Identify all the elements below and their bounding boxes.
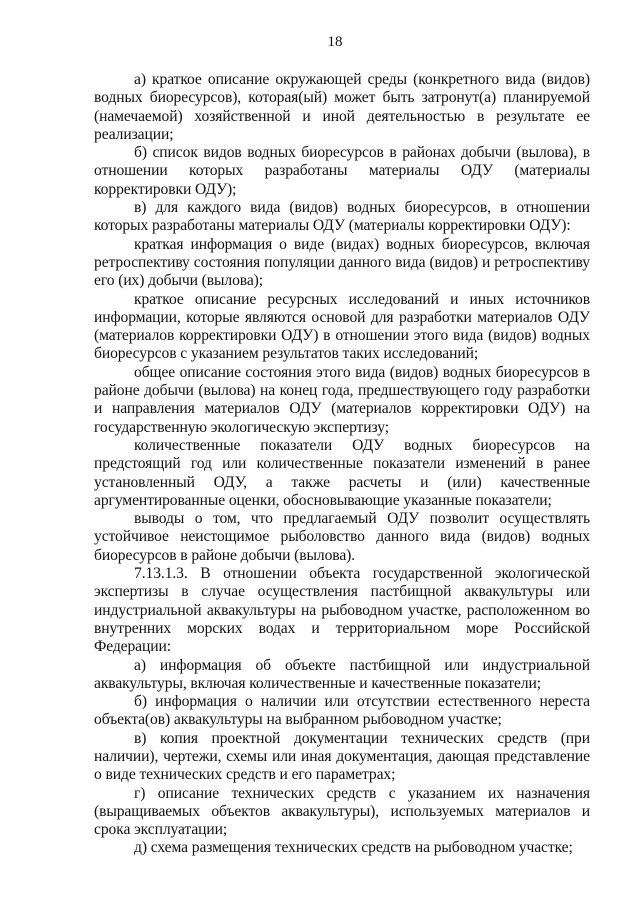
page-number: 18 bbox=[327, 34, 343, 50]
paragraph-a-aquaculture-object: а) информация об объекте пастбищной или индустриальной аквакультуры, включая количественные и качественные показатели; bbox=[94, 656, 590, 692]
document-body bbox=[94, 71, 590, 858]
paragraph-quantitative-indicators: количественные показатели ОДУ водных биоресурсов на предстоящий год или количественные показатели изменений в ранее установленный ОДУ, а также расчеты и (или) качественные аргументированные оценки, обосновывающие указанные показатели; bbox=[94, 436, 590, 509]
paragraph-v-project-docs: в) копия проектной документации технических средств (при наличии), чертежи, схемы или иная документация, дающая представление о виде технических средств и его параметрах; bbox=[94, 729, 590, 784]
paragraph-brief-info: краткая информация о виде (видах) водных биоресурсов, включая ретроспективу состояния популяции данного вида (видов) и ретроспективу его (их) добычи (вылова); bbox=[94, 235, 590, 290]
paragraph-state-description: общее описание состояния этого вида (видов) водных биоресурсов в районе добычи (вылова) на конец года, предшествующего году разработки и направления материалов ОДУ (материалов корректировки ОДУ) на государственную экологическую экспертизу; bbox=[94, 363, 590, 436]
paragraph-b-species-list: б) список видов водных биоресурсов в районах добычи (вылова), в отношении которых разработаны материалы ОДУ (материалы корректировки ОДУ); bbox=[94, 144, 590, 198]
paragraph-c-each-species: в) для каждого вида (видов) водных биоресурсов, в отношении которых разработаны материалы ОДУ (материалы корректировки ОДУ): bbox=[94, 199, 590, 235]
paragraph-7-13-1-3: 7.13.1.3. В отношении объекта государственной экологической экспертизы в случае осуществления пастбищной аквакультуры или индустриальной аквакультуры на рыбоводном участке, расположенном во внутренних морских водах и территориальном море Российской Федерации: bbox=[94, 565, 590, 656]
paragraph-d-placement-scheme: д) схема размещения технических средств на рыбоводном участке; bbox=[134, 839, 573, 857]
paragraph-g-technical-means: г) описание технических средств с указанием их назначения (выращиваемых объектов аквакультуры), используемых материалов и срока эксплуатации; bbox=[94, 784, 590, 839]
paragraph-conclusions: выводы о том, что предлагаемый ОДУ позволит осуществлять устойчивое неистощимое рыболовство данного вида (видов) водных биоресурсов в районе добычи (вылова). bbox=[94, 510, 590, 564]
paragraph-a-environment: а) краткое описание окружающей среды (конкретного вида (видов) водных биоресурсов), которая(ый) может быть затронут(а) планируемой (намечаемой) хозяйственной и иной деятельностью в результате ее реализации; bbox=[94, 71, 590, 143]
paragraph-research-description: краткое описание ресурсных исследований и иных источников информации, которые являются основой для разработки материалов ОДУ (материалов корректировки ОДУ) в отношении этого вида (видов) водных биоресурсов с указанием результатов таких исследований; bbox=[94, 290, 590, 363]
paragraph-b-spawning: б) информация о наличии или отсутствии естественного нереста объекта(ов) аквакультуры на выбранном рыбоводном участке; bbox=[94, 693, 590, 729]
